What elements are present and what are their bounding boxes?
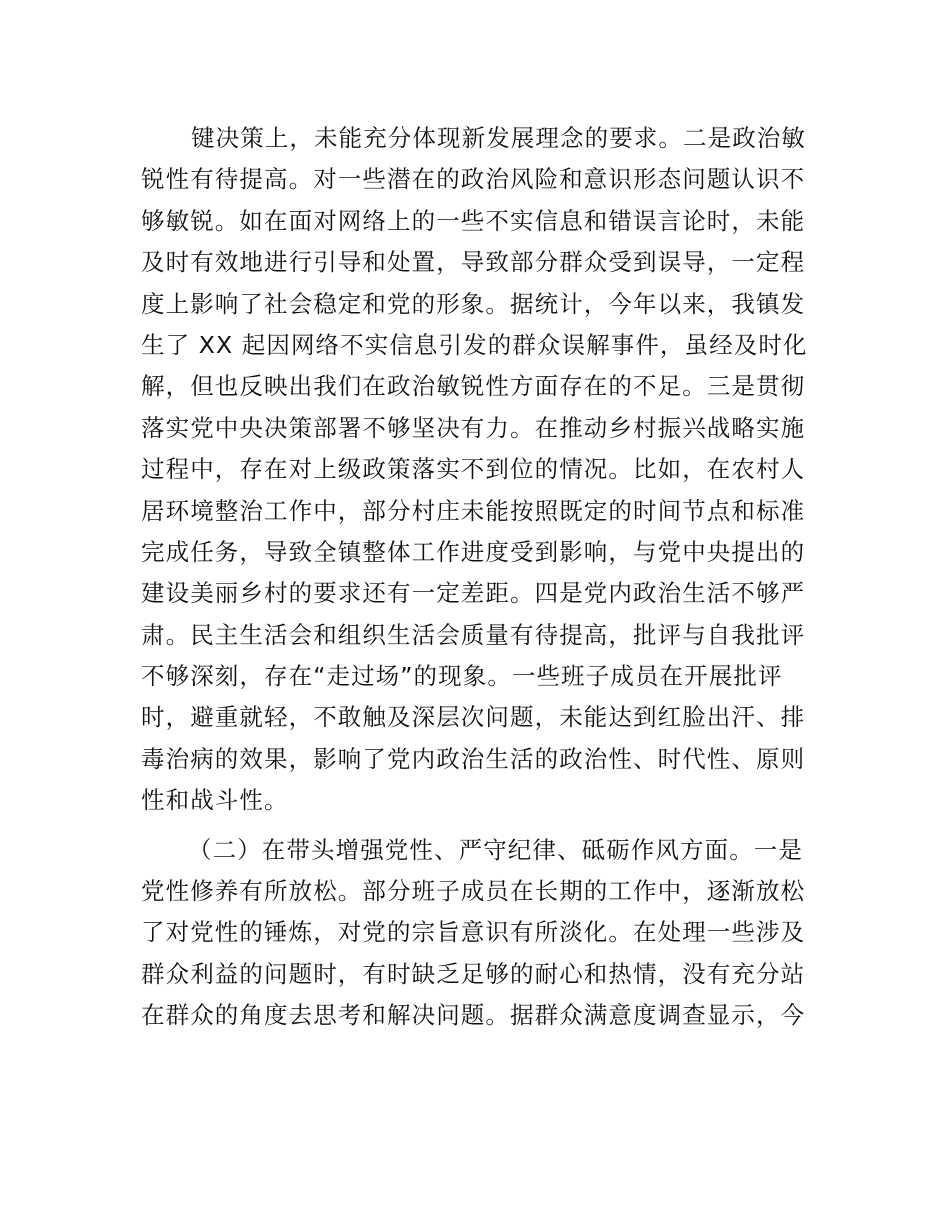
text-line: 键决策上，未能充分体现新发展理念的要求。二是政治敏 (191, 124, 806, 152)
text-line: 毒治病的效果，影响了党内政治生活的政治性、时代性、原则 (141, 744, 806, 773)
text-line: 党性修养有所放松。部分班子成员在长期的工作中，逐渐放松 (141, 877, 806, 906)
text-line: 及时有效地进行引导和处置，导致部分群众受到误导，一定程 (141, 248, 806, 277)
text-line: 过程中，存在对上级政策落实不到位的情况。比如，在农村人 (141, 455, 806, 484)
text-line: 性和战斗性。 (141, 786, 289, 815)
body-text (141, 118, 813, 1037)
text-line: 在群众的角度去思考和解决问题。据群众满意度调查显示，今 (141, 1001, 806, 1030)
text-line: 够敏锐。如在面对网络上的一些不实信息和错误言论时，未能 (141, 206, 806, 235)
text-line: 解，但也反映出我们在政治敏锐性方面存在的不足。三是贯彻 (141, 372, 806, 401)
text-line: 居环境整治工作中，部分村庄未能按照既定的时间节点和标准 (141, 496, 806, 525)
text-line: 落实党中央决策部署不够坚决有力。在推动乡村振兴战略实施 (141, 413, 806, 442)
text-line: 群众利益的问题时，有时缺乏足够的耐心和热情，没有充分站 (141, 959, 806, 988)
paragraph-1 (141, 118, 813, 822)
text-line: 完成任务，导致全镇整体工作进度受到影响，与党中央提出的 (141, 537, 806, 566)
text-line: 建设美丽乡村的要求还有一定差距。四是党内政治生活不够严 (141, 579, 806, 608)
text-line: 了对党性的锤炼，对党的宗旨意识有所淡化。在处理一些涉及 (141, 918, 806, 947)
text-line: 时，避重就轻，不敢触及深层次问题，未能达到红脸出汗、排 (141, 703, 806, 732)
text-line: 度上影响了社会稳定和党的形象。据统计，今年以来，我镇发 (141, 289, 806, 318)
text-line: 不够深刻，存在“走过场”的现象。一些班子成员在开展批评 (141, 662, 783, 691)
text-line: 锐性有待提高。对一些潜在的政治风险和意识形态问题认识不 (141, 165, 806, 194)
text-line: （二）在带头增强党性、严守纪律、砥砺作风方面。一是 (188, 835, 803, 864)
text-line: 肃。民主生活会和组织生活会质量有待提高，批评与自我批评 (141, 620, 806, 649)
paragraph-2 (141, 830, 813, 1037)
text-line: 生了 XX 起因网络不实信息引发的群众误解事件，虽经及时化 (141, 330, 808, 359)
